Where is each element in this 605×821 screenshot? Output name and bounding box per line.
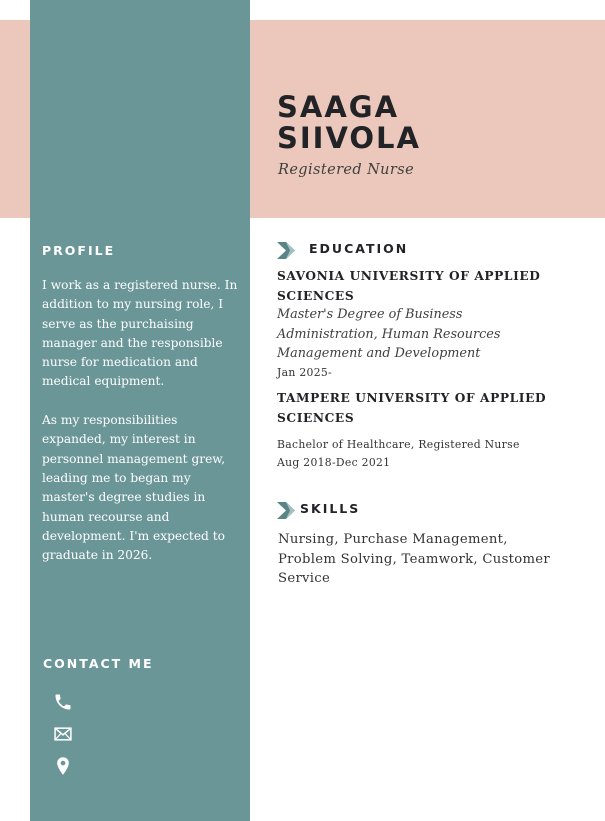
- education-heading: EDUCATION: [309, 241, 409, 256]
- mail-icon: [53, 724, 73, 744]
- profile-paragraph: As my responsibilities expanded, my interest in personnel management grew, leading me to began my master's degree studies in human recourse and development. I'm expected to graduate in 2026.: [42, 413, 226, 563]
- profile-heading: PROFILE: [42, 243, 116, 258]
- school-name: SAVONIA UNIVERSITY OF APPLIED SCIENCES: [277, 269, 541, 303]
- chevron-right-icon: [277, 502, 297, 519]
- chevron-right-icon: [277, 242, 297, 259]
- skills-heading: SKILLS: [300, 501, 361, 516]
- school-name: TAMPERE UNIVERSITY OF APPLIED SCIENCES: [277, 391, 547, 425]
- skills-list: Nursing, Purchase Management, Problem Solving, Teamwork, Customer Service: [278, 532, 551, 586]
- profile-text: [42, 276, 242, 565]
- job-title: Registered Nurse: [278, 162, 415, 178]
- contact-heading: CONTACT ME: [43, 656, 154, 671]
- candidate-name: SAAGA SIIVOLA: [277, 90, 421, 155]
- degree-text: Master's Degree of Business Administration, Human Resources Management and Development: [277, 307, 501, 361]
- education-dates: Aug 2018-Dec 2021: [277, 456, 391, 469]
- education-dates: Jan 2025-: [277, 366, 332, 379]
- degree-text: Bachelor of Healthcare, Registered Nurse: [277, 438, 520, 451]
- phone-icon: [53, 692, 73, 712]
- location-pin-icon: [53, 756, 73, 776]
- profile-paragraph: I work as a registered nurse. In addition to my nursing role, I serve as the purchaising manager and the responsible nurse for medication and medical equipment.: [42, 278, 238, 389]
